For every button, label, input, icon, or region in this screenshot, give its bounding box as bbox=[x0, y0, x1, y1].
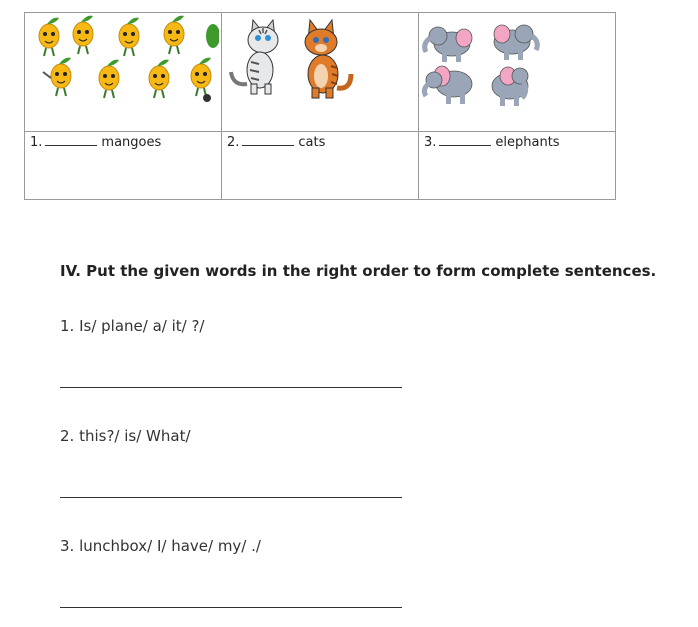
exercise-item-1: 1. Is/ plane/ a/ it/ ?/ bbox=[60, 317, 205, 335]
item-word: elephants bbox=[495, 135, 560, 150]
answer-line-2[interactable] bbox=[60, 497, 402, 498]
fill-item-3 bbox=[424, 135, 560, 150]
item-number: 3. bbox=[424, 135, 437, 150]
cartoon-elephants-icon bbox=[420, 14, 614, 132]
exercise-item-2: 2. this?/ is/ What/ bbox=[60, 427, 191, 445]
answer-blank[interactable] bbox=[242, 137, 294, 146]
table-column-divider bbox=[418, 13, 419, 199]
answer-line-1[interactable] bbox=[60, 387, 402, 388]
mango-characters-icon bbox=[31, 14, 219, 132]
item-word: cats bbox=[298, 135, 326, 150]
item-word: mangoes bbox=[101, 135, 162, 150]
picture-table bbox=[24, 12, 616, 200]
table-column-divider bbox=[221, 13, 222, 199]
section-heading: IV. Put the given words in the right order to form complete sentences. bbox=[60, 262, 657, 280]
fill-item-1 bbox=[30, 135, 161, 150]
item-number: 2. bbox=[227, 135, 240, 150]
cartoon-cats-icon bbox=[223, 14, 417, 132]
item-number: 1. bbox=[30, 135, 43, 150]
exercise-item-3: 3. lunchbox/ I/ have/ my/ ./ bbox=[60, 537, 261, 555]
fill-item-2 bbox=[227, 135, 325, 150]
answer-line-3[interactable] bbox=[60, 607, 402, 608]
answer-blank[interactable] bbox=[439, 137, 491, 146]
answer-blank[interactable] bbox=[45, 137, 97, 146]
